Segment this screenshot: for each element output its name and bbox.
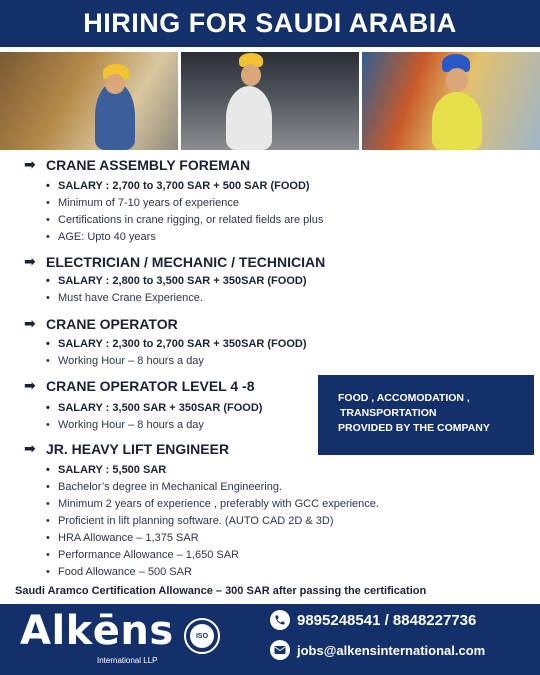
arrow-right-icon: ➡ bbox=[24, 253, 36, 269]
job-title-text: CRANE OPERATOR bbox=[46, 315, 178, 332]
job-title bbox=[24, 156, 250, 173]
list-item: • HRA Allowance – 1,375 SAR bbox=[46, 530, 379, 547]
iso-seal-text: ISO bbox=[190, 624, 214, 648]
list-item: • Working Hour – 8 hours a day bbox=[46, 353, 307, 370]
photo-warehouse-worker bbox=[362, 52, 540, 150]
list-item: • Must have Crane Experience. bbox=[46, 290, 307, 307]
job-title bbox=[24, 377, 254, 394]
arrow-right-icon: ➡ bbox=[24, 156, 36, 172]
benefits-box bbox=[318, 375, 534, 455]
list-item: • SALARY : 2,800 to 3,500 SAR + 350SAR (FOOD) bbox=[46, 273, 307, 290]
arrow-right-icon: ➡ bbox=[24, 315, 36, 331]
job-title-text: CRANE ASSEMBLY FOREMAN bbox=[46, 156, 251, 173]
photo-forklift-operator bbox=[0, 52, 178, 150]
list-item: • SALARY : 3,500 SAR + 350SAR (FOOD) bbox=[46, 400, 262, 417]
benefits-line: FOOD , ACCOMODATION , bbox=[338, 392, 470, 404]
photo-strip bbox=[0, 52, 540, 150]
list-item: • AGE: Upto 40 years bbox=[46, 229, 323, 246]
list-item: • Certifications in crane rigging, or related fields are plus bbox=[46, 212, 323, 229]
list-item: • SALARY : 5,500 SAR bbox=[46, 462, 379, 479]
list-item: • Proficient in lift planning software. (AUTO CAD 2D & 3D) bbox=[46, 513, 379, 530]
list-item: • SALARY : 2,700 to 3,700 SAR + 500 SAR (FOOD) bbox=[46, 178, 323, 195]
list-item: • Minimum 2 years of experience , preferably with GCC experience. bbox=[46, 496, 379, 513]
list-item: • Minimum of 7-10 years of experience bbox=[46, 195, 323, 212]
list-item: • Bachelor’s degree in Mechanical Engineering. bbox=[46, 479, 379, 496]
list-item: • Performance Allowance – 1,650 SAR bbox=[46, 547, 379, 564]
list-item: • SALARY : 2,300 to 2,700 SAR + 350SAR (FOOD) bbox=[46, 336, 307, 353]
email-address: jobs@alkensinternational.com bbox=[297, 642, 486, 658]
job-title-text: JR. HEAVY LIFT ENGINEER bbox=[46, 440, 230, 457]
page-title: HIRING FOR SAUDI ARABIA bbox=[83, 8, 457, 38]
footer bbox=[0, 604, 540, 675]
iso-certified-seal bbox=[184, 618, 220, 654]
benefits-line: PROVIDED BY THE COMPANY bbox=[338, 422, 490, 434]
certification-note: Saudi Aramco Certification Allowance – 300 SAR after passing the certification bbox=[15, 585, 427, 597]
job-title bbox=[24, 253, 325, 270]
arrow-right-icon: ➡ bbox=[24, 440, 36, 456]
email-contact[interactable] bbox=[270, 640, 485, 660]
job-details-list bbox=[46, 178, 323, 246]
phone-icon bbox=[270, 610, 290, 630]
phone-numbers: 9895248541 / 8848227736 bbox=[297, 611, 477, 629]
company-logo-subtitle: International LLP bbox=[97, 656, 158, 665]
mail-icon bbox=[270, 640, 290, 660]
job-title-text: ELECTRICIAN / MECHANIC / TECHNICIAN bbox=[46, 253, 326, 270]
benefits-line: TRANSPORTATION bbox=[340, 407, 437, 419]
job-title-text: CRANE OPERATOR LEVEL 4 -8 bbox=[46, 377, 255, 394]
job-details-list bbox=[46, 336, 307, 370]
job-details-list bbox=[46, 273, 307, 307]
list-item: • Working Hour – 8 hours a day bbox=[46, 417, 262, 434]
job-details-list bbox=[46, 400, 262, 434]
job-title bbox=[24, 440, 229, 457]
photo-forklift-driver bbox=[181, 52, 359, 150]
phone-contact[interactable] bbox=[270, 610, 476, 630]
header-banner bbox=[0, 0, 540, 47]
arrow-right-icon: ➡ bbox=[24, 377, 36, 393]
list-item: • Food Allowance – 500 SAR bbox=[46, 564, 379, 581]
job-details-list bbox=[46, 462, 379, 581]
company-logo: Alkēns bbox=[20, 608, 174, 654]
job-title bbox=[24, 315, 178, 332]
